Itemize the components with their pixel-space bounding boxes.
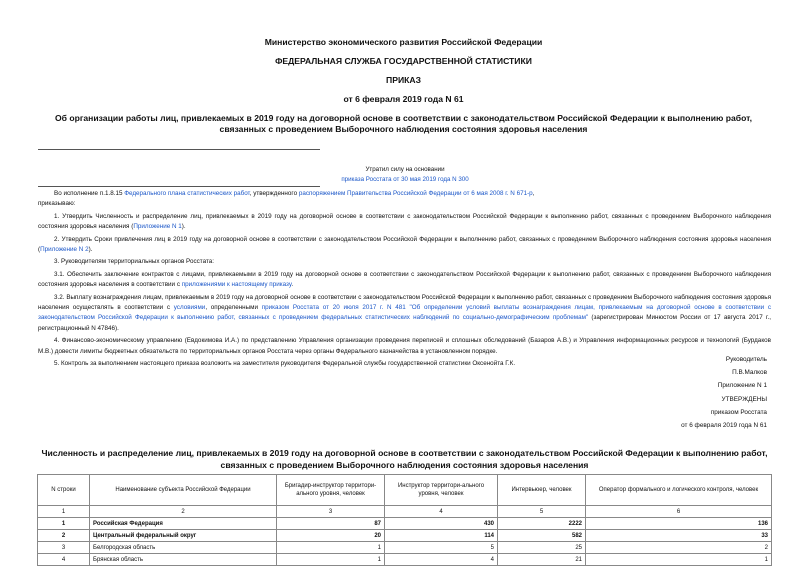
paragraph-1 bbox=[38, 212, 771, 233]
table-column-numbers bbox=[38, 506, 772, 518]
cell-instructor: 4 bbox=[385, 554, 498, 566]
cell-interviewer: 25 bbox=[498, 542, 586, 554]
annex-title: Численность и распределение лиц, привлекаемых в 2019 году на договорной основе в соответствии с законодательством Российской Федерации к выполнению работ, связанных с проведением Выборочного наблюдения состояния здоровья населения bbox=[41, 448, 768, 470]
link-annexes[interactable]: приложениями к настоящему приказу bbox=[181, 281, 292, 289]
cell-instructor: 430 bbox=[385, 518, 498, 530]
cell-brigadier: 1 bbox=[277, 542, 385, 554]
cell-brigadier: 87 bbox=[277, 518, 385, 530]
cell-region: Центральный федеральный округ bbox=[90, 530, 277, 542]
header-region: Наименование субъекта Российской Федерации bbox=[90, 475, 277, 506]
signer-name: П.В.Малков bbox=[732, 369, 767, 377]
signer-role: Руководитель bbox=[725, 356, 767, 363]
p32-text-b: , определенными bbox=[205, 304, 262, 312]
header-instructor: Инструктор территори-ального уровня, человек bbox=[385, 475, 498, 506]
document-body bbox=[38, 189, 771, 370]
table-row bbox=[38, 542, 772, 554]
cell-instructor: 114 bbox=[385, 530, 498, 542]
document-title: Об организации работы лиц, привлекаемых в 2019 году на договорной основе в соответствии с законодательством Российской Федерации к выполнению работ, связанных с проведением Выборочного наблюдения состояния здоровья населения bbox=[54, 113, 753, 134]
p32-text-a: 3.2. Выплату вознаграждения лицам, привлекаемым в 2019 году на договорной основе в соответствии с законодательством Российской Федерации к выполнению работ, связанных с проведением Выборочного наблюдения состояния здоровья населения осуществлять в соответствии с bbox=[38, 293, 771, 312]
link-rosstat-order-481[interactable]: приказом Росстата от 20 июля 2017 г. N 481 "Об определении условий выплаты вознаграждения лицам, привлекаемым на договорной основе в соответствии с законодательством Российской Федерации к выполнению работ, связанных с проведением федеральных статистических наблюдений по социально-демографическим проблемам" bbox=[38, 304, 771, 322]
table-row bbox=[38, 518, 772, 530]
p2-text-b: ). bbox=[88, 246, 93, 254]
paragraph-5: 5. Контроль за выполнением настоящего приказа возложить на заместителя руководителя Федеральной службы государственной статистики Оксенойта Г.К. bbox=[54, 360, 516, 368]
cell-row-number: 4 bbox=[38, 554, 90, 566]
preamble-text-b: , утвержденного bbox=[249, 190, 299, 197]
approved-label: УТВЕРЖДЕНЫ bbox=[721, 395, 767, 403]
link-federal-plan[interactable]: Федерального плана статистических работ bbox=[124, 190, 250, 197]
p31-text-b: . bbox=[291, 281, 294, 289]
col-number: 2 bbox=[90, 506, 277, 518]
status-note-text: Утратил силу на основании bbox=[365, 166, 445, 173]
document-type: ПРИКАЗ bbox=[386, 75, 421, 85]
cell-instructor: 5 bbox=[385, 542, 498, 554]
paragraph-3-2 bbox=[38, 293, 771, 335]
approved-by-order: приказом Росстата bbox=[710, 408, 767, 416]
status-note-link[interactable]: приказа Росстата от 30 мая 2019 года N 300 bbox=[341, 176, 469, 183]
col-number: 3 bbox=[277, 506, 385, 518]
table-row bbox=[38, 554, 772, 566]
cell-operator: 2 bbox=[586, 542, 772, 554]
status-note bbox=[330, 165, 480, 185]
preamble-text-c: , bbox=[532, 190, 535, 197]
link-annex-2[interactable]: Приложение N 2 bbox=[40, 246, 89, 254]
p1-text-a: 1. Утвердить Численность и распределение лиц, привлекаемых в 2019 году на договорной основе в соответствии с законодательством Российской Федерации к выполнению работ, связанных с проведением Выборочного наблюдения состояния здоровья населения ( bbox=[38, 212, 771, 231]
p31-text-a: 3.1. Обеспечить заключение контрактов с лицами, привлекаемыми в 2019 году на договорной основе в соответствии с законодательством Российской Федерации к выполнению работ, связанных с проведением Выборочного наблюдения состояния здоровья населения в соответствии с bbox=[38, 270, 771, 289]
cell-region: Брянская область bbox=[90, 554, 277, 566]
cell-region: Белгородская область bbox=[90, 542, 277, 554]
table-header-row bbox=[38, 475, 772, 506]
table-row bbox=[38, 530, 772, 542]
header-operator: Оператор формального и логического контроля, человек bbox=[586, 475, 772, 506]
col-number: 4 bbox=[385, 506, 498, 518]
p32-text-c: (зарегистрирован Минюстом России от 17 августа 2017 г., регистрационный N 47846). bbox=[38, 314, 771, 332]
preamble-text-a: Во исполнение п.1.8.15 bbox=[54, 190, 125, 197]
approved-order-date: от 6 февраля 2019 года N 61 bbox=[681, 422, 767, 430]
col-number: 5 bbox=[498, 506, 586, 518]
paragraph-2 bbox=[38, 235, 771, 256]
cell-operator: 1 bbox=[586, 554, 772, 566]
cell-row-number: 1 bbox=[38, 518, 90, 530]
signature-block bbox=[567, 353, 767, 432]
paragraph-4: 4. Финансово-экономическому управлению (Евдокимова И.А.) по представлению Управления организации проведения переписей и сплошных обследований (Базаров А.В.) и Управления информационных ресурсов и технологий (Бурдаков М.В.) довести лимиты бюджетных обязательств по территориальных органов Росстата через органы Федерального казначейства в установленном порядке. bbox=[38, 337, 771, 355]
cell-operator: 33 bbox=[586, 530, 772, 542]
cell-operator: 136 bbox=[586, 518, 772, 530]
header-brigadier: Бригадир-инструктор территори-ального уровня, человек bbox=[277, 475, 385, 506]
service-heading: ФЕДЕРАЛЬНАЯ СЛУЖБА ГОСУДАРСТВЕННОЙ СТАТИСТИКИ bbox=[275, 56, 532, 66]
cell-interviewer: 2222 bbox=[498, 518, 586, 530]
distribution-table bbox=[37, 474, 772, 566]
header-interviewer: Интервьюер, человек bbox=[498, 475, 586, 506]
cell-brigadier: 1 bbox=[277, 554, 385, 566]
link-conditions[interactable]: условиями bbox=[173, 304, 206, 312]
divider-top bbox=[38, 149, 320, 150]
cell-row-number: 3 bbox=[38, 542, 90, 554]
col-number: 1 bbox=[38, 506, 90, 518]
cell-brigadier: 20 bbox=[277, 530, 385, 542]
cell-interviewer: 21 bbox=[498, 554, 586, 566]
cell-row-number: 2 bbox=[38, 530, 90, 542]
cell-region: Российская Федерация bbox=[90, 518, 277, 530]
p2-text-a: 2. Утвердить Сроки привлечения лиц в 2019 году на договорной основе в соответствии с законодательством Российской Федерации к выполнению работ, связанных с проведением Выборочного наблюдения состояния здоровья населения ( bbox=[38, 235, 771, 254]
header-row-number: N строки bbox=[38, 475, 90, 506]
paragraph-preamble bbox=[38, 189, 771, 199]
divider-bottom bbox=[38, 186, 320, 187]
annex-label: Приложение N 1 bbox=[717, 382, 767, 390]
paragraph-3: 3. Руководителям территориальных органов Росстата: bbox=[54, 258, 215, 266]
document-date-number: от 6 февраля 2019 года N 61 bbox=[343, 94, 464, 104]
ministry-heading: Министерство экономического развития Российской Федерации bbox=[264, 37, 543, 47]
p1-text-b: ). bbox=[181, 223, 186, 231]
col-number: 6 bbox=[586, 506, 772, 518]
link-annex-1[interactable]: Приложение N 1 bbox=[133, 223, 182, 231]
paragraph-3-1 bbox=[38, 270, 771, 291]
cell-interviewer: 582 bbox=[498, 530, 586, 542]
paragraph-order: приказываю: bbox=[38, 200, 76, 208]
link-government-order[interactable]: распоряжением Правительства Российской Федерации от 6 мая 2008 г. N 671-р bbox=[298, 190, 533, 197]
